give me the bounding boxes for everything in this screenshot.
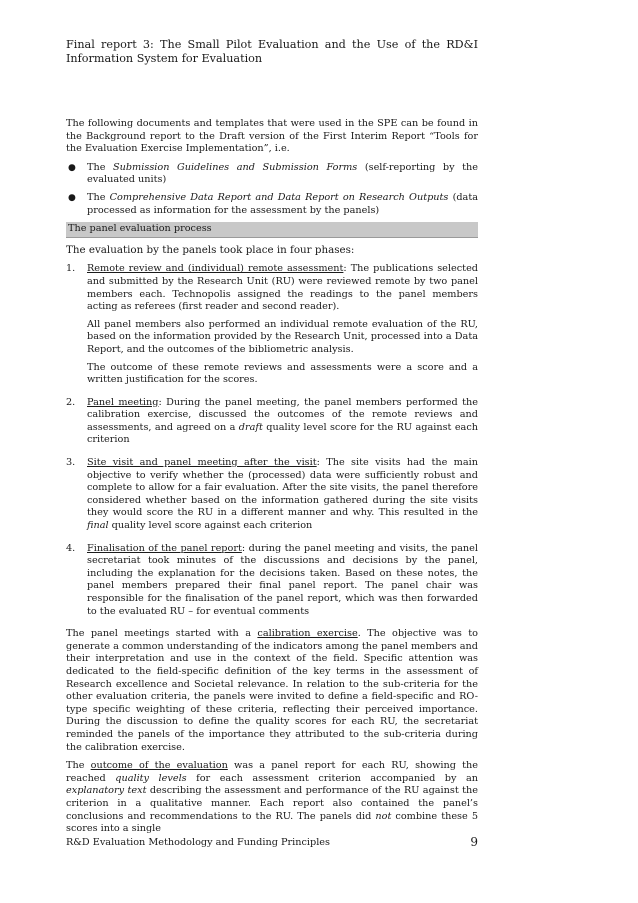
list-item: ● The Submission Guidelines and Submission Forms (self-reporting by the evaluated units) — [68, 161, 478, 186]
phase-item: 1. Remote review and (individual) remote assessment: The publications selected and submitted by the Research Unit (RU) were reviewed remote by two panel members each. Technopolis assigned the readings to the panel members acting as referees (first reader and second reader). All panel members also performed an individual remote evaluation of the RU, based on the information provided by the Research Unit, processed into a Data Report, and the outcomes of the bibliometric analysis. The outcome of these remote reviews and assessments were a score and a written justification for the scores. — [66, 263, 478, 386]
list-item: ● The Comprehensive Data Report and Data Report on Research Outputs (data processed as information for the assessment by the panels) — [68, 191, 478, 216]
phase-item: 4. Finalisation of the panel report: during the panel meeting and visits, the panel secretariat took minutes of the discussions and decisions by the panel, including the explanation for the decisions taken. Based on these notes, the panel members prepared their final panel report. The panel chair was responsible for the finalisation of the panel report, which was then forwarded to the evaluated RU – for eventual comments — [66, 542, 478, 617]
section-heading: The panel evaluation process — [66, 222, 478, 238]
phases-intro: The evaluation by the panels took place in four phases: — [66, 243, 355, 256]
bullet-icon: ● — [68, 192, 76, 203]
phase-title: Remote review and (individual) remote assessment — [87, 263, 344, 275]
outcome-paragraph: The outcome of the evaluation was a panel report for each RU, showing the reached quality levels for each assessment criterion accompanied by an explanatory text describing the assessment and performance of the RU against the criterion in a qualitative manner. Each report also contained the panel’s conclusions and recommendations to the RU. The panels did not combine these 5 scores into a single — [66, 760, 479, 835]
header-title: Final report 3: The Small Pilot Evaluation and the Use of the RD&I Information System for Evaluation — [66, 38, 478, 65]
phase-title: Panel meeting — [87, 396, 159, 408]
page-number: 9 — [470, 835, 478, 849]
phase-item: 2. Panel meeting: During the panel meeting, the panel members performed the calibration exercise, discussed the outcomes of the remote reviews and assessments, and agreed on a draft quality level score for the RU against each criterion — [66, 396, 479, 446]
phase-title: Finalisation of the panel report — [87, 542, 242, 554]
footer-text: R&D Evaluation Methodology and Funding Principles — [66, 837, 331, 848]
phase-item: 3. Site visit and panel meeting after the visit: The site visits had the main objective to verify whether the (processed) data were sufficiently robust and complete to allow for a fair evaluation. After the site visits, the panel therefore considered whether based on the information gathered during the site visits they would score the RU in a different manner and why. This resulted in the final quality level score against each criterion — [66, 457, 478, 532]
intro-paragraph: The following documents and templates that were used in the SPE can be found in the Background report to the Draft version of the First Interim Report “Tools for the Evaluation Exercise Implementation”, i.e. — [66, 118, 478, 155]
page-header — [66, 38, 478, 66]
calibration-paragraph: The panel meetings started with a calibration exercise. The objective was to generate a common understanding of the indicators among the panel members and their interpretation and use in the context of the field. Specific attention was dedicated to the field-specific definition of the key terms in the assessment of Research excellence and Societal relevance. In relation to the sub-criteria for the other evaluation criteria, the panels were invited to define a field-specific and RO-type specific weighting of these criteria, reflecting their perceived importance. During the discussion to define the quality scores for each RU, the secretariat reminded the panels of the importance they attributed to the sub-criteria during the calibration exercise. — [66, 628, 478, 753]
bullet-icon: ● — [68, 162, 76, 173]
document-body — [66, 118, 478, 842]
page-footer — [66, 837, 478, 849]
phase-title: Site visit and panel meeting after the visit — [87, 457, 317, 469]
